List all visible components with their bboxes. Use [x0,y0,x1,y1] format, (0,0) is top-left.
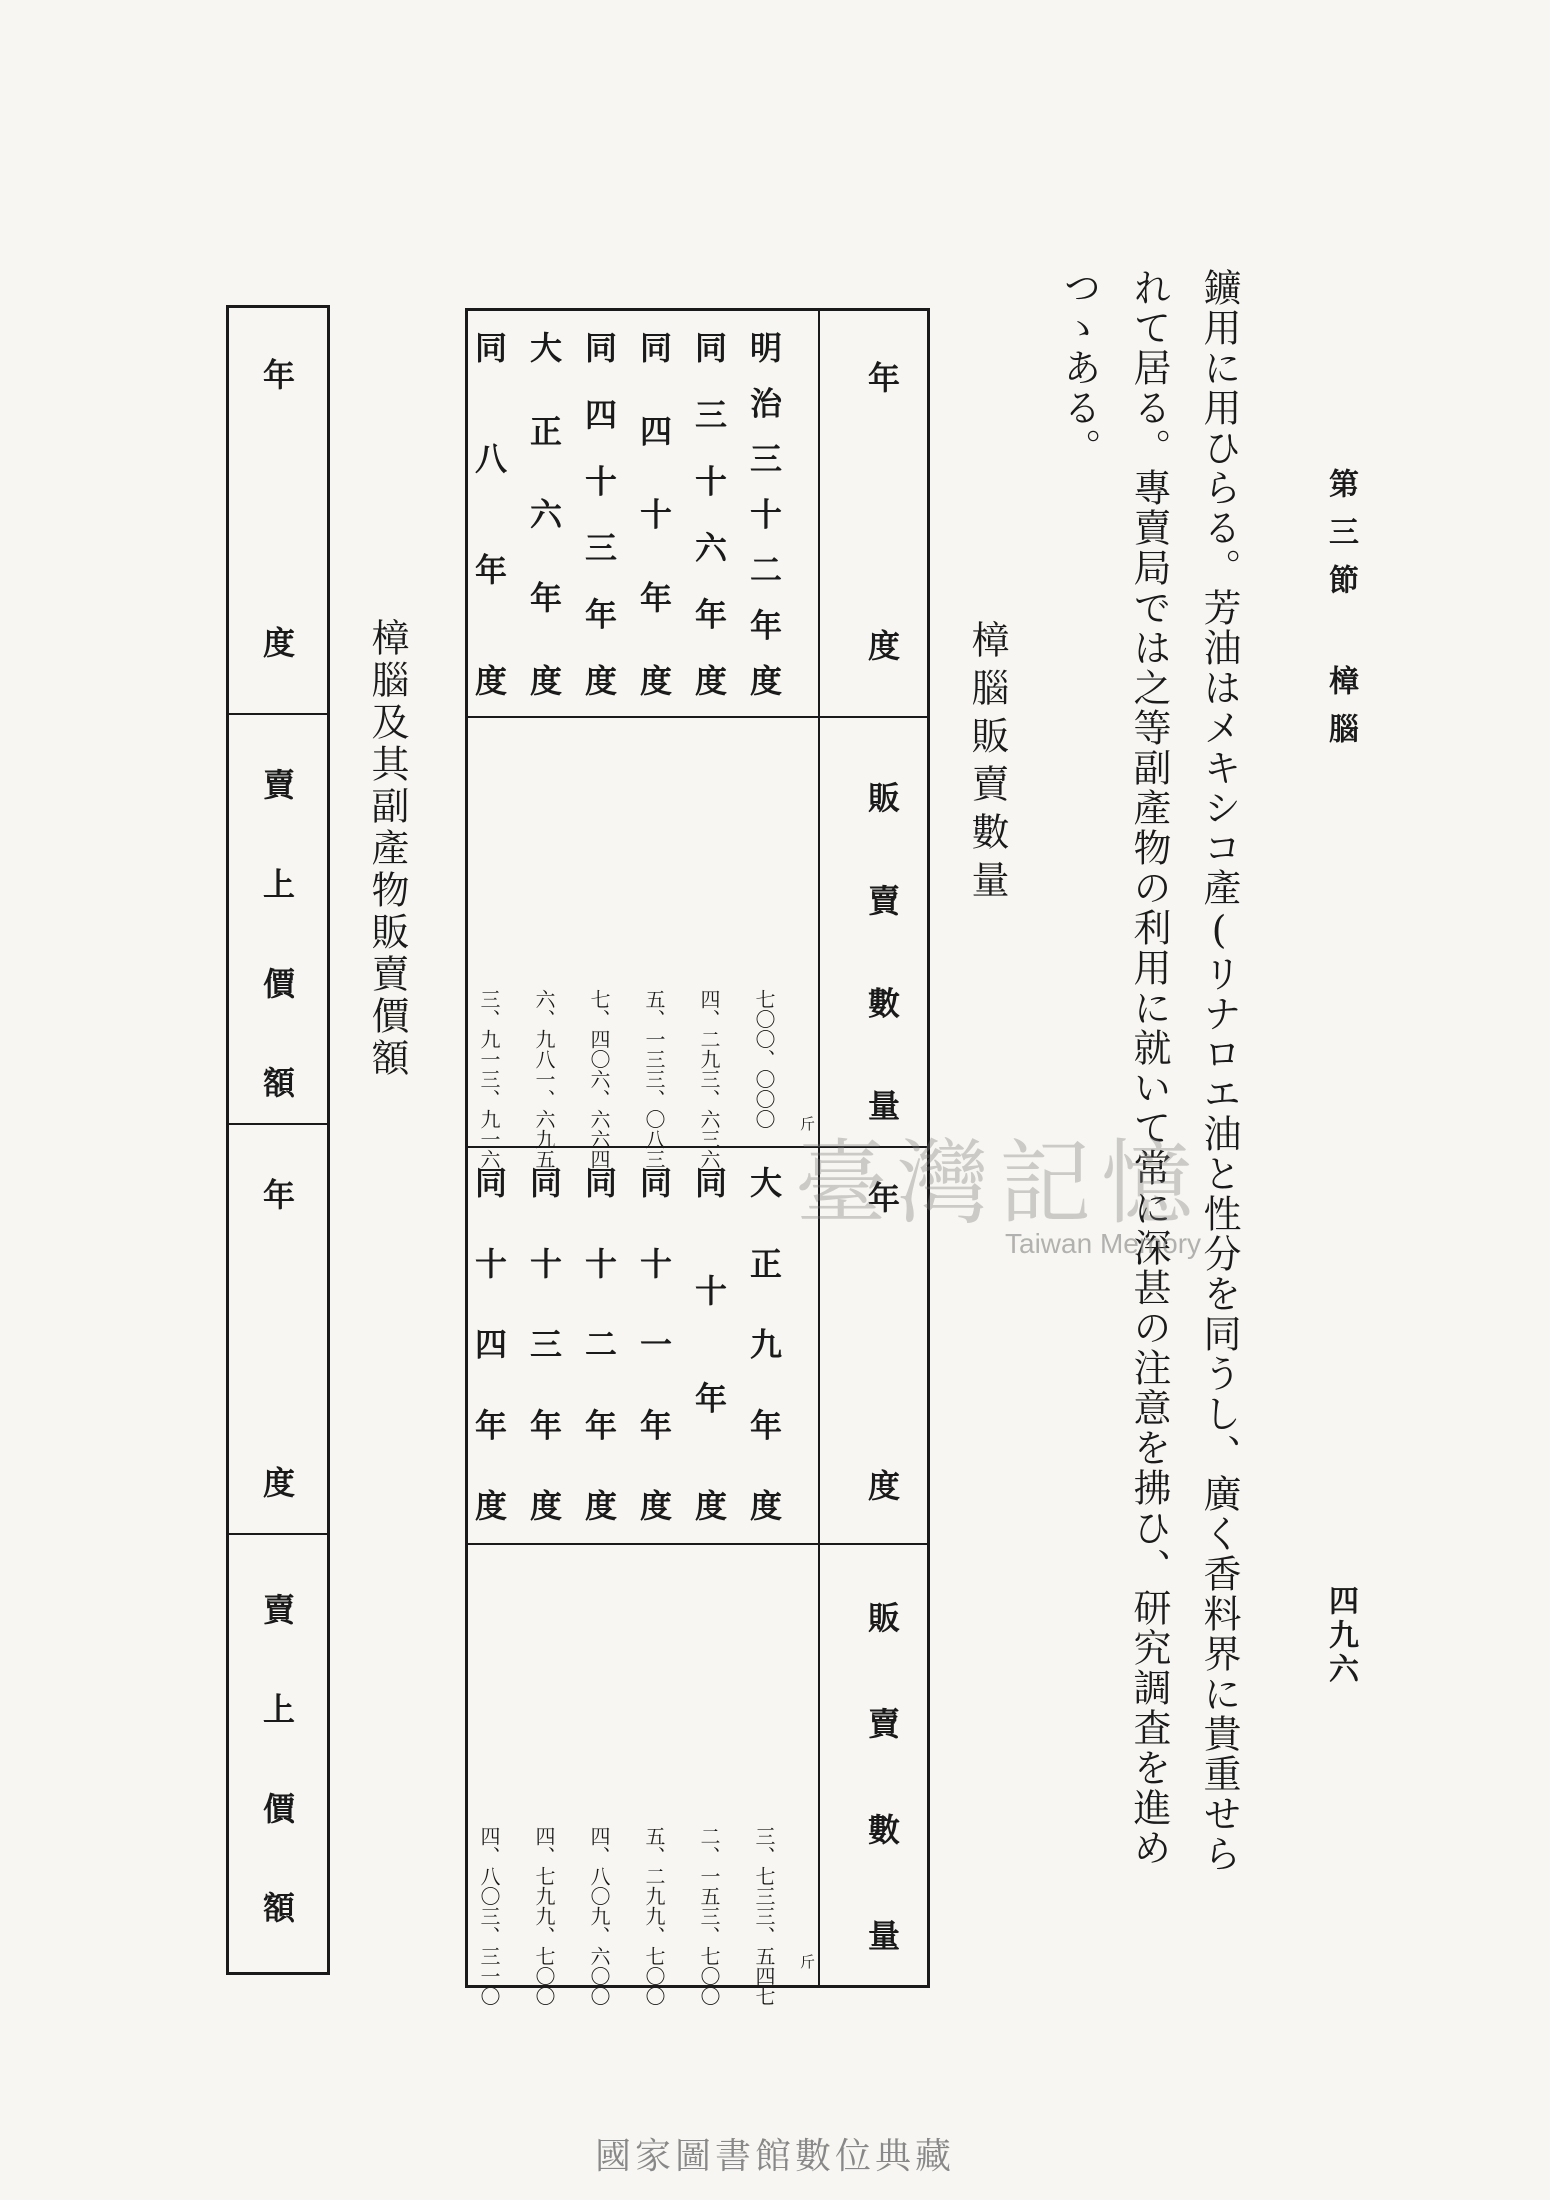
table1-left-value-6: 三、九一三、九一六 [477,989,501,1169]
table2-header-year: 年度 [258,358,296,658]
table1-left-year-5: 大正六年度 [525,331,563,696]
table2-header-amount: 賣上價額 [258,768,296,1098]
table1-right-year-1: 大正九年度 [745,1166,783,1521]
table1-header-quantity: 販賣數量 [863,781,901,1121]
table1-right-value-5: 四、七九九、七〇〇 [532,1826,556,2006]
footer-credit: 國家圖書館數位典藏 [594,2136,955,2177]
table1-left-year-2: 同三十六年度 [690,331,728,696]
table2-title: 樟腦及其副產物販賣價額 [365,618,409,1080]
table2 [226,305,330,1975]
table1-header-quantity-2: 販賣數量 [863,1601,901,1951]
table1-title: 樟腦販賣數量 [965,620,1009,908]
table1-unit-right: 斤 [800,1953,816,1971]
table1-right-year-4: 同十二年度 [580,1166,618,1521]
watermark-subtitle: Taiwan Memory [1005,1228,1202,1259]
running-head: 第三節 樟腦 [1323,468,1358,761]
body-text-line-3: つゝある。 [1057,268,1101,468]
table1-left-value-3: 五、一三三、〇八三 [642,989,666,1169]
table1-left-value-4: 七、四〇六、六六四 [587,989,611,1169]
table1-right-year-2: 同十年度 [690,1166,728,1521]
watermark-logo: 臺灣記憶 [795,1130,1204,1237]
table1-left-year-1: 明治三十二年度 [745,331,783,696]
table1-header-year: 年度 [863,361,901,661]
page-number: 四九六 [1323,1585,1358,1687]
body-text-line-2: れて居る。專賣局では之等副產物の利用に就いて常に深甚の注意を拂ひ、研究調査を進め [1127,268,1171,1868]
table1-header-year-2: 年度 [863,1181,901,1501]
table1-right-value-4: 四、八〇九、六〇〇 [587,1826,611,2006]
table1-right-year-3: 同十一年度 [635,1166,673,1521]
table1-left-value-5: 六、九八一、六九五 [532,989,556,1169]
table2-header-year-2: 年度 [258,1178,296,1498]
table1-left-year-4: 同四十三年度 [580,331,618,696]
table1-left-year-3: 同四十年度 [635,331,673,696]
table1-unit-left: 斤 [800,1115,816,1133]
table1-right-value-2: 二、一五三、七〇〇 [697,1826,721,2006]
table1-left-value-1: 七〇〇、〇〇〇 [752,989,776,1129]
table1-right-year-6: 同十四年度 [470,1166,508,1521]
table1-right-value-3: 五、二九九、七〇〇 [642,1826,666,2006]
table1-right-value-6: 四、八〇三、三一〇 [477,1826,501,2006]
table2-header-amount-2: 賣上價額 [258,1593,296,1923]
body-text-line-1: 鑛用に用ひらる。芳油はメキシコ產(リナロエ油と性分を同うし、廣く香料界に貴重せら [1197,268,1241,1874]
table1-right-year-5: 同十三年度 [525,1166,563,1521]
table1-left-year-6: 同八年度 [470,331,508,696]
table1-left-value-2: 四、二九三、六三六 [697,989,721,1169]
table1-right-value-1: 三、七三三、五四七 [752,1826,776,2006]
